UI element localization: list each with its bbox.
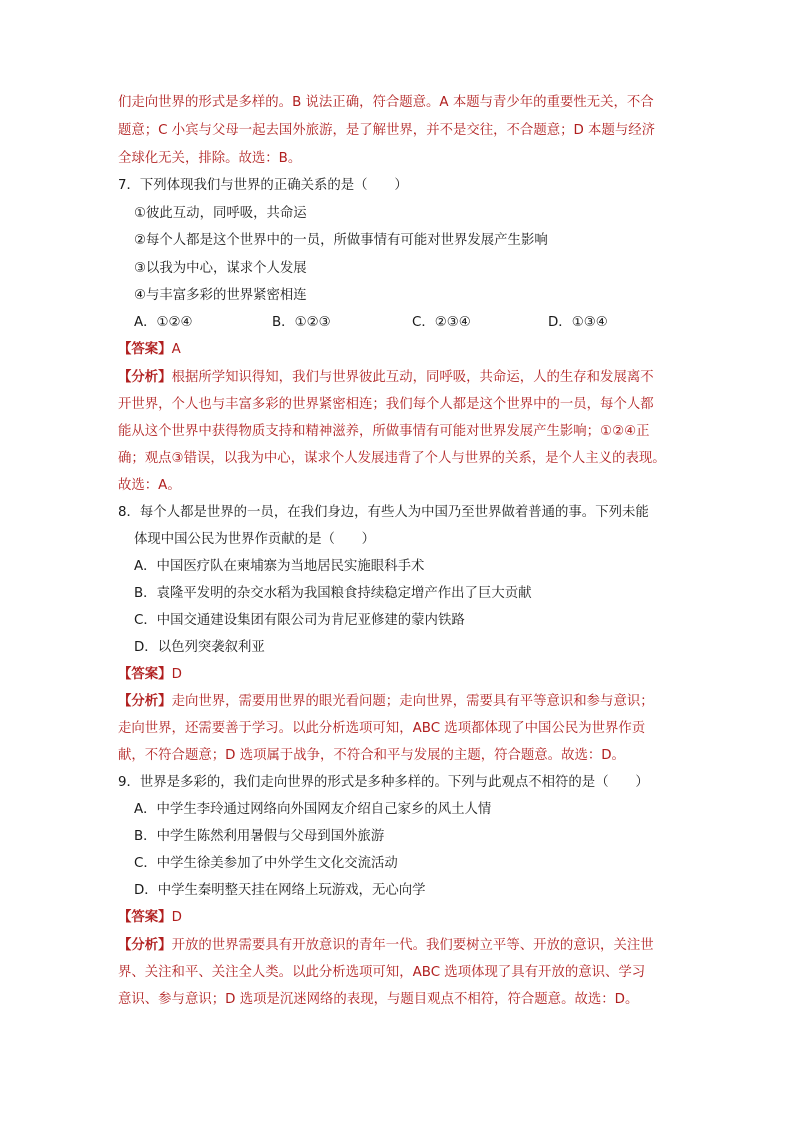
analysis-tag: 【分析】 — [118, 694, 172, 709]
q9-option-a: A．中学生李玲通过网络向外国网友介绍自己家乡的风土人情 — [134, 802, 492, 817]
q7-option-a: A．①②④ — [134, 315, 193, 330]
top-line-2: 题意；C 小宾与父母一起去国外旅游，是了解世界，并不是交往，不合题意；D 本题与经济 — [118, 123, 656, 138]
q8-option-a: A．中国医疗队在柬埔寨为当地居民实施眼科手术 — [134, 559, 425, 574]
answer-tag: 【答案】 — [118, 342, 172, 357]
q9-analysis-3: 意识、参与意识；D 选项是沉迷网络的表现，与题目观点不相符，符合题意。故选：D。 — [118, 992, 639, 1007]
q8-option-d: D．以色列突袭叙利亚 — [134, 640, 265, 655]
q9-option-b: B．中学生陈然利用暑假与父母到国外旅游 — [134, 829, 385, 844]
q7-answer — [118, 341, 181, 359]
q8-answer — [118, 666, 182, 684]
q7-item-1: ①彼此互动，同呼吸，共命运 — [134, 206, 307, 221]
q8-stem-1: 8．每个人都是世界的一员，在我们身边，有些人为中国乃至世界做着普通的事。下列未能 — [118, 505, 649, 520]
analysis-text: 走向世界，需要用世界的眼光看问题；走向世界，需要具有平等意识和参与意识； — [171, 694, 654, 709]
q8-option-c: C．中国交通建设集团有限公司为肯尼亚修建的蒙内铁路 — [134, 613, 465, 628]
analysis-text: 根据所学知识得知，我们与世界彼此互动，同呼吸，共命运，人的生存和发展离不 — [171, 370, 654, 385]
q7-option-d: D．①③④ — [548, 315, 608, 330]
answer-tag: 【答案】 — [118, 667, 172, 682]
q7-analysis-4: 确；观点③错误，以我为中心，谋求个人发展违背了个人与世界的关系，是个人主义的表现。 — [118, 451, 666, 466]
q9-option-d: D．中学生秦明整天挂在网络上玩游戏，无心向学 — [134, 883, 426, 898]
answer-value: D — [171, 667, 182, 682]
answer-value: A — [171, 342, 181, 357]
q7-item-2: ②每个人都是这个世界中的一员，所做事情有可能对世界发展产生影响 — [134, 233, 548, 248]
q7-stem: 7．下列体现我们与世界的正确关系的是（ ） — [118, 178, 408, 193]
q8-stem-2: 体现中国公民为世界作贡献的是（ ） — [134, 532, 376, 547]
q7-option-c: C．②③④ — [412, 315, 471, 330]
q7-option-b: B．①②③ — [272, 315, 331, 330]
q8-analysis-3: 献，不符合题意；D 选项属于战争，不符合和平与发展的主题，符合题意。故选：D。 — [118, 748, 625, 763]
q9-analysis-2: 界、关注和平、关注全人类。以此分析选项可知，ABC 选项体现了具有开放的意识、学习 — [118, 965, 646, 980]
q7-analysis-3: 能从这个世界中获得物质支持和精神滋养，所做事情有可能对世界发展产生影响；①②④正 — [118, 424, 650, 439]
q9-answer — [118, 909, 182, 927]
analysis-tag: 【分析】 — [118, 938, 172, 953]
q8-analysis-1 — [118, 693, 654, 711]
q7-analysis-2: 开世界，个人也与丰富多彩的世界紧密相连；我们每个人都是这个世界中的一员，每个人都 — [118, 397, 654, 412]
q9-option-c: C．中学生徐美参加了中外学生文化交流活动 — [134, 856, 398, 871]
q9-stem: 9．世界是多彩的，我们走向世界的形式是多种多样的。下列与此观点不相符的是（ ） — [118, 775, 649, 790]
q7-item-3: ③以我为中心，谋求个人发展 — [134, 261, 307, 276]
top-line-1: 们走向世界的形式是多样的。B 说法正确，符合题意。A 本题与青少年的重要性无关，不合 — [118, 95, 654, 110]
q7-item-4: ④与丰富多彩的世界紧密相连 — [134, 288, 307, 303]
answer-value: D — [171, 910, 182, 925]
q7-analysis-1 — [118, 369, 654, 387]
analysis-text: 开放的世界需要具有开放意识的青年一代。我们要树立平等、开放的意识，关注世 — [171, 938, 654, 953]
q8-option-b: B．袁隆平发明的杂交水稻为我国粮食持续稳定增产作出了巨大贡献 — [134, 586, 532, 601]
q8-analysis-2: 走向世界，还需要善于学习。以此分析选项可知，ABC 选项都体现了中国公民为世界作贡 — [118, 721, 646, 736]
top-line-3: 全球化无关，排除。故选：B。 — [118, 151, 302, 166]
analysis-tag: 【分析】 — [118, 370, 172, 385]
q9-analysis-1 — [118, 937, 654, 955]
answer-tag: 【答案】 — [118, 910, 172, 925]
q7-analysis-5: 故选：A。 — [118, 478, 181, 493]
